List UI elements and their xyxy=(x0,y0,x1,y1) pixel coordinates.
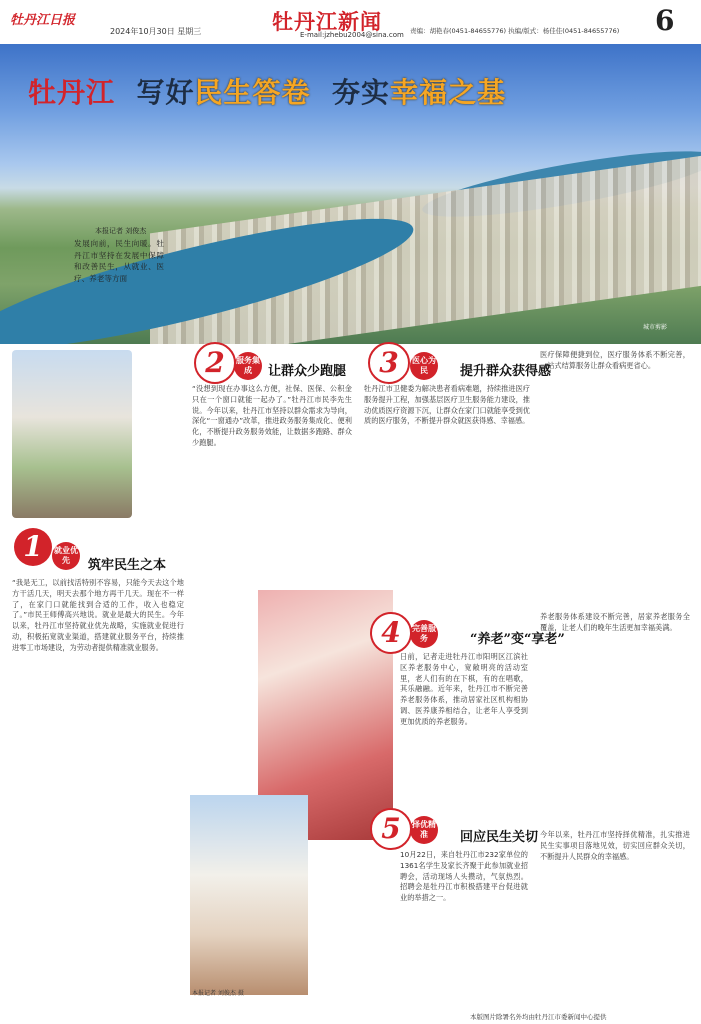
section-tag: 完善服务 xyxy=(410,620,438,648)
headline-part: 民生答卷 xyxy=(194,76,311,109)
hero-credit: 城市剪影 xyxy=(643,324,668,331)
section-number: 3 xyxy=(379,346,399,379)
section-number-badge xyxy=(370,612,412,654)
section-number: 5 xyxy=(381,812,401,845)
page-number: 6 xyxy=(655,4,675,37)
section-title: “养老”变“享老” xyxy=(470,632,565,647)
photo-left xyxy=(12,350,132,518)
headline-part: 幸福之基 xyxy=(390,76,507,109)
section-title: 提升群众获得感 xyxy=(460,364,552,379)
section-number: 4 xyxy=(381,616,401,649)
headline-part: 写好 xyxy=(136,76,195,109)
editor-credits: 责编：胡艳春(0451-84655776) 执编/版式：杨佳佳(0451-84655776) xyxy=(410,27,620,35)
photo-bottom xyxy=(190,795,308,995)
section-body: 牡丹江市卫健委为解决患者看病难题，持续推进医疗服务提升工程，加强基层医疗卫生服务能力建设，推动优质医疗资源下沉，让群众在家门口就能享受到优质的医疗服务，不断提升群众就医获得感、幸福感。 xyxy=(364,384,530,426)
photo-caption: 本报记者 刘俊杰 摄 xyxy=(192,990,244,997)
section-body: “没想到现在办事这么方便，社保、医保、公积金只在一个窗口就能一起办了。”牡丹江市民李先生说。今年以来，牡丹江市坚持以群众需求为导向，深化“一窗通办”改革，推进政务服务集成化、便利化，不断提升政务服务效能，让数据多跑路、群众少跑腿。 xyxy=(192,384,352,447)
section-number-badge xyxy=(370,808,412,850)
section-number: 2 xyxy=(205,346,225,379)
section-tag: 就业优先 xyxy=(52,542,80,570)
section-body: 日前，记者走进牡丹江市阳明区江滨社区养老服务中心，宽敞明亮的活动室里，老人们有的在下棋，有的在唱歌，其乐融融。近年来，牡丹江市不断完善养老服务体系，推动居家社区机构相协调、医养康养相结合，让老年人享受到更加优质的养老服务。 xyxy=(400,652,528,726)
byline: 本报记者 刘俊杰 xyxy=(95,227,147,235)
publication-date: 2024年10月30日 星期三 xyxy=(110,27,202,36)
section-number-badge xyxy=(194,342,236,384)
section-email: E-mail:jzhebu2004@sina.com xyxy=(300,31,404,39)
section-tag: 择优精准 xyxy=(410,816,438,844)
section-body-continued: 今年以来，牡丹江市坚持择优精准，扎实推进民生实事项目落地见效，切实回应群众关切，不断提升人民群众的幸福感。 xyxy=(540,830,690,861)
section-body-continued: 医疗保障便捷到位，医疗服务体系不断完善，一站式结算服务让群众看病更省心。 xyxy=(540,350,690,370)
section-body: 10月22日，来自牡丹江市232家单位的1361名学生及家长齐聚于此参加就业招聘会，活动现场人头攒动，气氛热烈。招聘会是牡丹江市积极搭建平台促进就业的举措之一。 xyxy=(400,850,528,903)
headline-part: 夯实 xyxy=(332,76,391,109)
section-body-continued: 养老服务体系建设不断完善，居家养老服务全覆盖，让老人们的晚年生活更加幸福美满。 xyxy=(540,612,690,632)
section-title: 牡丹江新闻 xyxy=(272,9,382,34)
section-title: 回应民生关切 xyxy=(460,830,539,845)
masthead xyxy=(0,0,701,45)
section-title: 筑牢民生之本 xyxy=(88,558,167,573)
section-title: 让群众少跑腿 xyxy=(268,364,347,379)
intro-text: 发展向前，民生向暖。牡丹江市坚持在发展中保障和改善民生，从就业、医疗、养老等方面 xyxy=(74,239,164,283)
section-tag: 医心为民 xyxy=(410,352,438,380)
section-tag: 服务集成 xyxy=(234,352,262,380)
footer-note: 本版图片除署名外均由牡丹江市委新闻中心提供 xyxy=(470,1013,607,1021)
main-headline xyxy=(28,71,506,111)
section-number-badge xyxy=(14,528,52,566)
paper-name: 牡丹江日报 xyxy=(10,13,76,28)
section-number-badge xyxy=(368,342,410,384)
section-number: 1 xyxy=(23,530,43,563)
headline-part: 牡丹江 xyxy=(28,76,116,109)
section-body: “我是无工，以前找活特别不容易，只能今天去这个地方干活几天，明天去那个地方再干几天。现在不一样了，在家门口就能找到合适的工作，收入也稳定了。”市民王师傅高兴地说。就业是最大的民生。今年以来，牡丹江市坚持就业优先战略，实施就业促进行动，积极拓宽就业渠道，搭建就业服务平台，持续推进零工市场建设，为劳动者提供精准就业服务。 xyxy=(12,578,184,652)
